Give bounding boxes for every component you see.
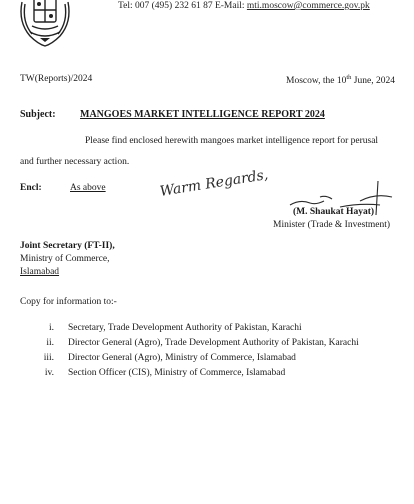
contact-phone: Tel: 007 (495) 232 61 87 E-Mail: <box>118 1 245 11</box>
signer-name: (M. Shaukat Hayat) <box>293 207 375 217</box>
copy-item-number: i. <box>48 323 54 333</box>
copy-item-text: Director General (Agro), Ministry of Commerce, Islamabad <box>68 353 296 363</box>
copy-label: Copy for information to:- <box>20 297 117 307</box>
signature-icon <box>280 175 410 225</box>
reference-number: TW(Reports)/2024 <box>20 74 93 84</box>
enclosure-value: As above <box>70 183 106 193</box>
addressee-city: Islamabad <box>20 267 60 277</box>
handwritten-note: Warm Regards, <box>158 166 270 200</box>
copy-item-text: Secretary, Trade Development Authority of Pakistan, Karachi <box>68 323 302 333</box>
addressee-title: Joint Secretary (FT-II), <box>20 241 115 251</box>
copy-list-item <box>20 353 296 363</box>
copy-item-text: Section Officer (CIS), Ministry of Commerce, Islamabad <box>68 368 286 378</box>
addressee-ministry: Ministry of Commerce, <box>20 254 110 264</box>
copy-list-item <box>20 323 302 333</box>
copy-item-number: iv. <box>44 368 54 378</box>
contact-line <box>118 1 370 11</box>
letter-date <box>286 74 395 86</box>
date-prefix: Moscow, the 10 <box>286 76 347 87</box>
subject-text: MANGOES MARKET INTELLIGENCE REPORT 2024 <box>80 109 325 120</box>
copy-list-item <box>20 368 285 378</box>
copy-list-item <box>20 338 359 348</box>
copy-item-number: ii. <box>46 338 54 348</box>
copy-item-number: iii. <box>43 353 54 363</box>
date-superscript: th <box>346 74 352 81</box>
state-emblem-icon <box>16 0 74 50</box>
enclosure-label: Encl: <box>20 183 42 193</box>
body-line-2: and further necessary action. <box>20 157 130 167</box>
contact-email-link[interactable]: mti.moscow@commerce.gov.pk <box>246 1 370 11</box>
signer-title: Minister (Trade & Investment) <box>273 220 391 230</box>
subject-label: Subject: <box>20 109 56 120</box>
date-suffix: June, 2024 <box>351 76 395 87</box>
body-line-1: Please find enclosed herewith mangoes market intelligence report for perusal <box>85 136 379 146</box>
copy-item-text: Director General (Agro), Trade Development Authority of Pakistan, Karachi <box>68 338 359 348</box>
